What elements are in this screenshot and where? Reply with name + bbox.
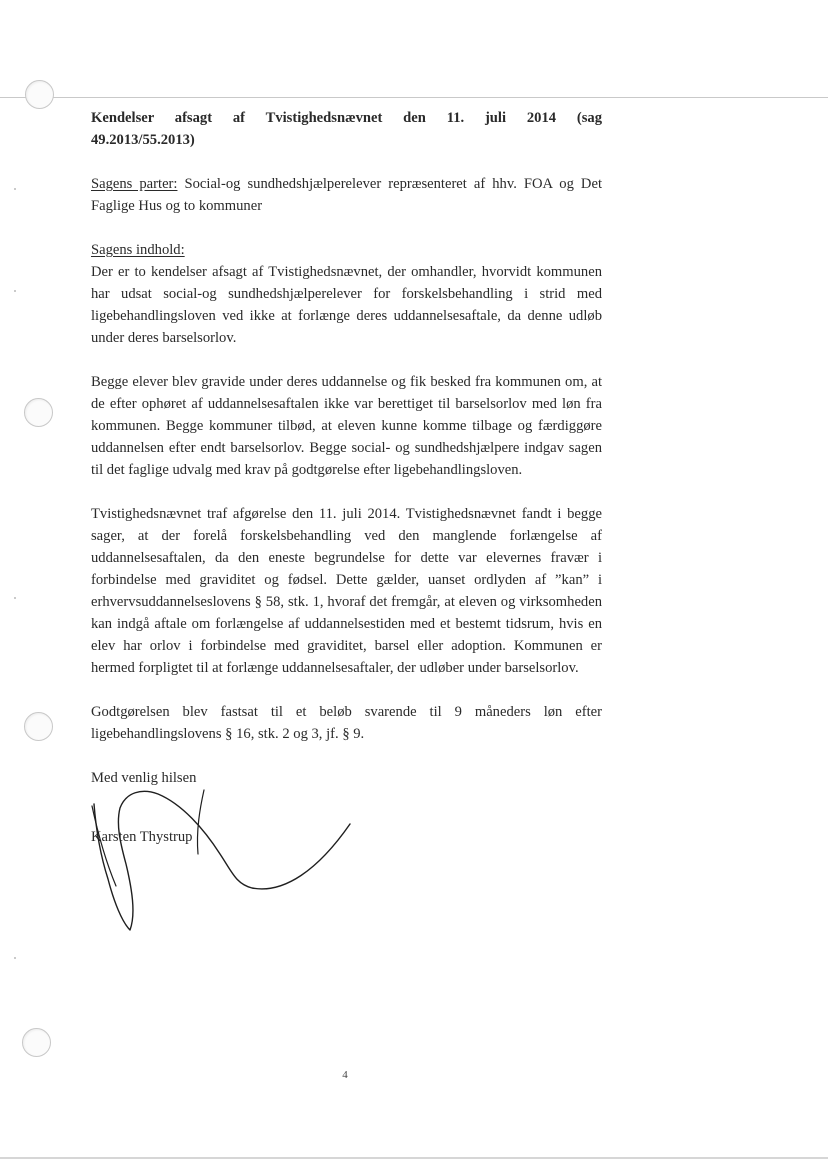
punch-hole-3 [24,712,53,741]
scan-speck [14,597,16,599]
paragraph-2: Begge elever blev gravide under deres uddannelse og fik besked fra kommunen om, at de efter ophøret af uddannelsesaftalen ikke var berettiget til barselsorlov med løn fra kommunen. Begge kommuner tilbød, at eleven kunne komme tilbage og færdiggøre uddannelsen efter endt barselsorlov. Begge social- og sundhedshjælpere indgav sagen til det faglige udvalg med krav på godtgørelse efter ligebehandlingsloven. [91,374,602,478]
content-label: Sagens indhold: [91,242,185,258]
parties-section [91,173,602,217]
heading-line-1: Kendelser afsagt af Tvistighedsnævnet den 11. juli 2014 (sag [91,110,602,126]
scan-edge-top [0,97,828,98]
punch-hole-4 [22,1028,51,1057]
paragraph-4: Godtgørelsen blev fastsat til et beløb svarende til 9 måneders løn efter ligebehandlingslovens § 16, stk. 2 og 3, jf. § 9. [91,704,602,742]
paragraph-3: Tvistighedsnævnet traf afgørelse den 11. juli 2014. Tvistighedsnævnet fandt i begge sager, at der forelå forskelsbehandling ved den manglende forlængelse af uddannelsesaftalen, da den eneste begrundelse for dette var elevernes fravær i forbindelse med graviditet og fødsel. Dette gælder, uanset ordlyden af ”kan” i erhvervsuddannelseslovens § 58, stk. 1, hvoraf det fremgår, at eleven og virksomheden kan indgå aftale om forlængelse af uddannelsestiden med et bestemt tidsrum, hvis en elev har orlov i forbindelse med graviditet, barsel eller adoption. Kommunen er hermed forpligtet til at forlænge uddannelsesaftaler, der udløber under barselsorlov. [91,506,602,676]
closing-greeting: Med venlig hilsen [91,770,197,786]
content-label-line [91,239,602,261]
handwritten-signature [86,784,356,934]
punch-hole-1 [25,80,54,109]
parties-text: Social-og sundhedshjælperelever repræsenteret af hhv. FOA og Det Faglige Hus og to kommuner [91,176,602,214]
scan-speck [14,290,16,292]
scan-edge-bottom [0,1157,828,1159]
document-heading [91,107,602,151]
letter-body [91,107,602,848]
heading-line-2: 49.2013/55.2013) [91,132,195,148]
scan-speck [14,188,16,190]
parties-label: Sagens parter: [91,176,178,192]
signer-name: Karsten Thystrup [91,829,193,845]
scan-speck [14,957,16,959]
page-number: 4 [342,1069,348,1081]
paragraph-1: Der er to kendelser afsagt af Tvistighedsnævnet, der omhandler, hvorvidt kommunen har udsat social-og sundhedshjælperelever for forskelsbehandling i strid med ligebehandlingsloven ved ikke at forlænge deres uddannelsesaftale, da denne udløb under deres barselsorlov. [91,264,602,346]
punch-hole-2 [24,398,53,427]
